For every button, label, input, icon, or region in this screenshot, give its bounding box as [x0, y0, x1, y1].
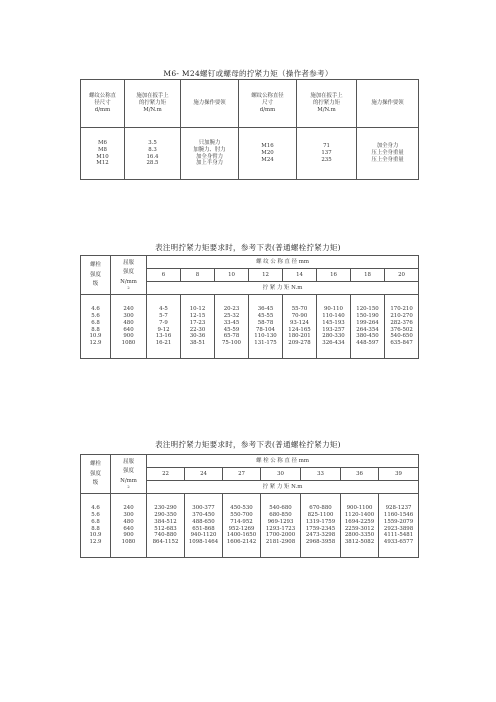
torque-column: 36-45 45-55 58-78 78-104 110-130 131-175	[249, 295, 283, 359]
torque-table-1	[80, 79, 419, 180]
yield-header: 屈服 强度 N/mm 2	[111, 256, 147, 295]
right-sizes-cell: M16 M20 M24	[239, 128, 297, 180]
yield-header: 屈服 强度 N/mm 2	[111, 455, 147, 494]
header-method-2: 施力操作要领	[357, 80, 419, 128]
diameter-cell: 33	[301, 468, 341, 481]
diameter-cell: 16	[317, 269, 351, 282]
torque-column: 10-12 12-15 17-23 22-30 30-36 38-51	[181, 295, 215, 359]
header-method: 施力操作要领	[181, 80, 239, 128]
header-torque: 施加在扳手上 的拧紧力矩 M/N.m	[125, 80, 181, 128]
torque-column: 20-23 25-32 33-45 45-59 65-78 75-100	[215, 295, 249, 359]
diameter-cell: 36	[341, 468, 379, 481]
right-methods-cell: 加全身力 压上全身重量 压上全身重量	[357, 128, 419, 180]
torque-column: 540-680 680-850 969-1293 1293-1723 1700-2000 2181-2908	[261, 494, 301, 558]
grade-column: 4.6 5.6 6.8 8.8 10.9 12.9	[81, 295, 111, 359]
torque-table-2	[80, 255, 419, 359]
table3-title: 表注明拧紧力矩要求时，参考下表(普通螺栓拧紧力矩)	[155, 440, 341, 449]
torque-column: 4-5 5-7 7-9 9-12 13-16 16-21	[147, 295, 181, 359]
torque-column: 670-880 825-1100 1319-1759 1759-2345 2473-3298 2968-3958	[301, 494, 341, 558]
grade-column: 4.6 5.6 6.8 8.8 10.9 12.9	[81, 494, 111, 558]
left-sizes-cell: M6 M8 M10 M12	[81, 128, 125, 180]
torque-column: 928-1237 1160-1546 1559-2079 2923-3898 4111-5481 4933-6577	[379, 494, 419, 558]
torque-column: 450-530 550-700 714-952 952-1269 1400-1650 1606-2142	[223, 494, 261, 558]
diameter-cell: 22	[147, 468, 185, 481]
torque-column: 170-210 210-270 282-376 376-502 540-650 635-847	[385, 295, 419, 359]
yield-column: 240 300 480 640 900 1080	[111, 295, 147, 359]
diameter-cell: 39	[379, 468, 419, 481]
diameter-header: 螺 栓 公 称 直 径 mm	[147, 455, 419, 468]
diameter-cell: 10	[215, 269, 249, 282]
torque-table-3	[80, 454, 419, 558]
right-torques-cell: 71 137 235	[297, 128, 357, 180]
header-diameter: 螺纹公称直 径尺寸 d/mm	[81, 80, 125, 128]
torque-column: 90-110 110-140 145-193 193-257 280-330 326-434	[317, 295, 351, 359]
diameter-cell: 20	[385, 269, 419, 282]
diameter-cell: 24	[185, 468, 223, 481]
diameter-header: 螺 纹 公 称 直 径 mm	[147, 256, 419, 269]
left-torques-cell: 3.5 8.3 16.4 28.5	[125, 128, 181, 180]
diameter-cell: 30	[261, 468, 301, 481]
yield-column: 240 300 480 640 900 1080	[111, 494, 147, 558]
diameter-cell: 27	[223, 468, 261, 481]
header-torque-2: 施加在扳手上 的拧紧力矩 M/N.m	[297, 80, 357, 128]
grade-header: 螺栓 强度 级	[81, 455, 111, 494]
diameter-cell: 14	[283, 269, 317, 282]
diameter-cell: 12	[249, 269, 283, 282]
header-diameter-2: 螺纹公称直径 尺寸 d/mm	[239, 80, 297, 128]
diameter-cell: 6	[147, 269, 181, 282]
table2-title: 表注明拧紧力矩要求时，参考下表(普通螺栓拧紧力矩)	[155, 243, 341, 252]
torque-header: 拧 紧 力 矩 N.m	[147, 481, 419, 494]
torque-header: 拧 紧 力 矩 N.m	[147, 282, 419, 295]
torque-column: 55-70 70-90 93-124 124-165 180-201 209-278	[283, 295, 317, 359]
torque-column: 120-150 150-190 199-264 264-354 380-450 448-597	[351, 295, 385, 359]
diameter-cell: 8	[181, 269, 215, 282]
left-methods-cell: 只加腕力 加腕力、肘力 加全身臂力 加上半身力	[181, 128, 239, 180]
table1-title: M6- M24螺钉或螺母的拧紧力矩（操作者参考）	[163, 69, 333, 78]
grade-header: 螺栓 强度 级	[81, 256, 111, 295]
diameter-cell: 18	[351, 269, 385, 282]
torque-column: 300-377 370-450 488-650 651-868 940-1120 1098-1464	[185, 494, 223, 558]
torque-column: 230-290 290-350 384-512 512-683 740-880 864-1152	[147, 494, 185, 558]
torque-column: 900-1100 1120-1400 1694-2259 2259-3012 2800-3350 3812-5082	[341, 494, 379, 558]
